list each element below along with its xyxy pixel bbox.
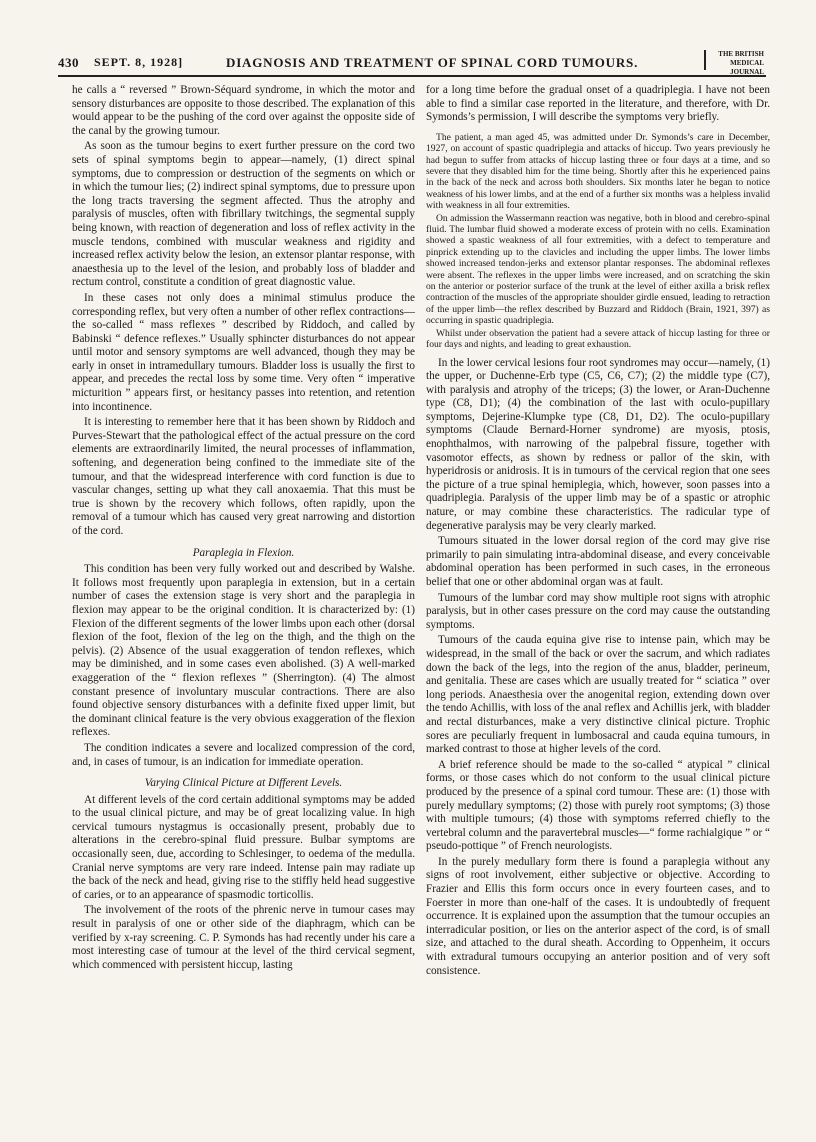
paragraph: Tumours of the lumbar cord may show multiple root signs with atrophic paralysis, but in other cases pressure on the cord may cause the outstanding symptoms. bbox=[426, 591, 770, 631]
paragraph: he calls a “ reversed ” Brown-Séquard syndrome, in which the motor and sensory disturbances are opposite to those described. The explanation of this would appear to be the pushing of the cord over against the opposite side of the canal by the growing tumour. bbox=[72, 84, 415, 137]
paragraph: In the purely medullary form there is found a paraplegia without any signs of root involvement, either subjective or objective. According to Frazier and Ellis this form occurs once in every fourteen cases, and to Foerster in more than one-half of the cases. It is undoubtedly of frequent occurrence. It is explained upon the assumption that the tumour occupies an interradicular position, or lies on the anterior aspect of the cord, is of small size, and attached to the dural sheath. According to Oppenheim, it occurs with extradural tumours occupying an anterior position and of very soft consistence. bbox=[426, 855, 770, 977]
section-heading: Varying Clinical Picture at Different Levels. bbox=[144, 777, 343, 790]
paragraph: This condition has been very fully worked out and described by Walshe. It follows most frequently upon paraplegia in extension, but in a certain number of cases the extension stage is very short and the paraplegia in flexion may appear to be the original condition. It is characterized by: (1) Flexion of the different segments of the lower limbs upon each other (dorsal flexion of the foot, flexion of the leg on the thigh, and the thigh on the pelvis). (2) Absence of the usual exaggeration of tendon reflexes, which may be diminished, and in some cases even abolished. (3) A well-marked exaggeration of the “ flexion reflexes ” (Sherrington). (4) The almost constant presence of involuntary muscular contractions. There are also found objective sensory disturbances with a definite fixed upper limit, but the dominant clinical feature is the very obvious exaggeration of the flexion reflexes. bbox=[72, 563, 415, 739]
paragraph: Tumours situated in the lower dorsal region of the cord may give rise primarily to pain simulating intra-abdominal disease, and every conceivable abdominal operation has been performed in such cases, in the erroneous belief that one or other abdominal organ was at fault. bbox=[426, 535, 770, 588]
section-heading: Paraplegia in Flexion. bbox=[192, 546, 295, 559]
page-number: 430 bbox=[58, 55, 79, 70]
paragraph: A brief reference should be made to the so-called “ atypical ” clinical forms, or those cases which do not conform to the usual clinical picture produced by the presence of a spinal cord tumour. These are: (1) those with purely medullary symptoms; (2) those with purely root symptoms; (3) those with multiple tumours; (4) those with symptoms referred chiefly to the vertebral column and the paravertebral muscles—“ forme rachialgique ” or “ pseudo-pottique ” of French neurologists. bbox=[426, 758, 770, 853]
case-report-paragraph: On admission the Wassermann reaction was negative, both in blood and cerebro-spinal fluid. The lumbar fluid showed a moderate excess of protein with no cells. Examination showed a spastic weakness of all four extremities, with a defect to temperature and pinprick extending up to the clavicles and including the upper limbs. The lower limbs showed increased tendon-jerks and extensor plantar responses. The abdominal reflexes were absent. The reflexes in the upper limbs were increased, and on scratching the skin on the anterior or posterior surface of the trunk at the level of either axilla a brisk reflex contraction of the muscles of the appropriate shoulder girdle ensued, leading to retraction of the upper limb—the reflex described by Buzzard and Riddoch (Brain, 1921, 397) as occurring in spastic quadriplegia. bbox=[426, 212, 770, 327]
paragraph: In these cases not only does a minimal stimulus produce the corresponding reflex, but very often a number of other reflex contractions—the so-called “ mass reflexes ” described by Riddoch, and called by Babinski “ defence reflexes.” Usually sphincter disturbances do not appear until motor and sensory symptoms are well advanced, though they may be early in onset in intramedullary tumours. Bladder loss is usually the first to appear, and precedes the rectal loss by some time. Very often “ imperative micturition ” appears first, or hesitancy passes into retention, and retention into incontinence. bbox=[72, 291, 415, 413]
running-title: DIAGNOSIS AND TREATMENT OF SPINAL CORD TUMOURS. bbox=[226, 55, 639, 70]
journal-name-line2: MEDICAL JOURNAL bbox=[730, 59, 764, 76]
paragraph: It is interesting to remember here that it has been shown by Riddoch and Purves-Stewart that the pathological effect of the actual pressure on the cord elements are extraordinarily limited, the neural processes of inflammation, softening, and degeneration being confined to the immediate site of the tumour, and that the widespread interference with cord function is due to vascular changes, setting up what they call anoxaemia. That this must be true is shown by the recovery which follows, often rapidly, upon the removal of a tumour which has caused very great narrowing and distortion of the cord. bbox=[72, 416, 415, 537]
paragraph: The involvement of the roots of the phrenic nerve in tumour cases may result in paralysis of one or other side of the diaphragm, which can be verified by x-ray screening. C. P. Symonds has had recently under his care a most interesting case of tumour at the level of the third cervical segment, which commenced with persistent hiccup, lasting bbox=[72, 904, 415, 971]
paragraph: At different levels of the cord certain additional symptoms may be added to the usual clinical picture, and may be of great localizing value. In high cervical tumours nystagmus is occasionally present, probably due to alterations in the cerebro-spinal fluid pressure. Bulbar symptoms are occasionally seen, due, according to Schlesinger, to oedema of the medulla. Cranial nerve symptoms are very rare indeed. Intense pain may radiate up the back of the neck and head, giving rise to the stiffly held head suggestive of caries, or to an appearance of spasmodic torticollis. bbox=[72, 793, 415, 901]
paragraph: As soon as the tumour begins to exert further pressure on the cord two sets of spinal symptoms begin to appear—namely, (1) direct spinal symptoms, due to compression or destruction of the segments on which or in which the tumour lies; (2) indirect spinal symptoms, due to pressure upon the long tracts traversing the segment affected. Thus the atrophy and paralysis of muscles, often with fibrillary twitchings, the segmental supply being known, with reaction of degeneration and loss of reflex activity in the muscle tendons, combined with muscular weakness and rigidity and increased reflex activity below the lesion, an extensor plantar response, with anaesthesia up to the level of the lesion, and probably loss of bladder and rectum control, constitute a condition of great diagnostic value. bbox=[72, 140, 415, 289]
case-report-paragraph: Whilst under observation the patient had a severe attack of hiccup lasting for three or four days and nights, and leading to great exhaustion. bbox=[426, 327, 770, 351]
running-header bbox=[58, 50, 766, 77]
left-column bbox=[72, 84, 415, 974]
issue-date: SEPT. 8, 1928] bbox=[94, 55, 184, 69]
paragraph: Tumours of the cauda equina give rise to intense pain, which may be widespread, in the small of the back or over the sacrum, and which radiates down the back of the legs, into the region of the anus, bladder, perineum, and genitalia. These are cases which are usually treated for “ sciatica ” over long periods. Anaesthesia over the anogenital region, extending down over the tendo Achillis, with loss of the anal reflex and Achillis jerk, with bladder and rectal disturbances, make a very distinctive clinical picture. Trophic sores are peculiarly frequent in lumbosacral and cauda equina tumours, in marked contrast to those at higher levels of the cord. bbox=[426, 634, 770, 756]
paragraph: In the lower cervical lesions four root syndromes may occur—namely, (1) the upper, or Duchenne-Erb type (C5, C6, C7); (2) the middle type (C7), with paralysis and atrophy of the triceps; (3) the lower, or Aran-Duchenne type (C8, D1); (4) the combination of the last with oculo-pupillary symptoms, Dejerine-Klumpke type (C8, D1, D2). The oculo-pupillary symptoms (Claude Bernard-Horner syndrome) are myosis, ptosis, enophthalmos, with narrowing of the palpebral fissure, together with vasomotor effects, as shown by redness or pallor of the skin, with hyperidrosis or anidrosis. It is in tumours of the cervical region that one sees the picture of a true spinal hemiplegia, which, however, soon passes into a quadriplegia. Paralysis of the upper limb may be of a spastic or atrophic nature, or may combine these characteristics. The radicular type of degenerative paralysis may be very clearly marked. bbox=[426, 356, 770, 532]
right-column bbox=[426, 84, 770, 980]
journal-name-line1: THE BRITISH bbox=[718, 50, 764, 58]
journal-name bbox=[704, 50, 766, 76]
case-report-paragraph: The patient, a man aged 45, was admitted under Dr. Symonds’s care in December, 1927, on account of spastic quadriplegia and attacks of hiccup. Two years previously he had begun to suffer from attacks of hiccup lasting three or four days at a time, and so severe that they disabled him for the time being. Shortly after this he experienced pains in the back of the neck and across both shoulders. Six months later he began to notice weakness of his lower limbs, and at the end of a further six months was a helpless invalid with weakness in all four extremities. bbox=[426, 131, 770, 212]
paragraph: for a long time before the gradual onset of a quadriplegia. I have not been able to find a similar case reported in the literature, and therefore, with Dr. Symonds’s permission, I will describe the symptoms very briefly. bbox=[426, 84, 770, 124]
paragraph: The condition indicates a severe and localized compression of the cord, and, in cases of tumour, is an indication for immediate operation. bbox=[72, 741, 415, 768]
